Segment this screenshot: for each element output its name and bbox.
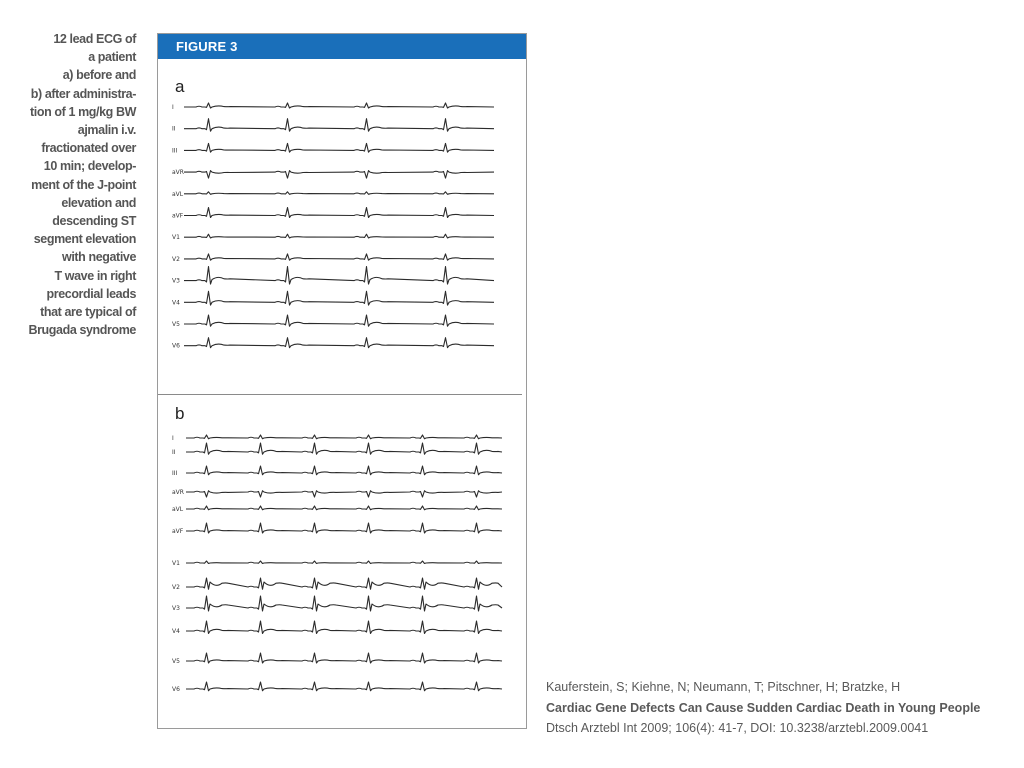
ecg-trace-panel_a-v5 bbox=[184, 315, 494, 326]
ecg-trace-panel_a-avr bbox=[184, 171, 494, 179]
lead-label-panel_a-iii: III bbox=[172, 147, 178, 155]
caption-line: segment elevation bbox=[33, 232, 136, 247]
figure-panel bbox=[157, 33, 527, 729]
ecg-trace-panel_a-v2 bbox=[184, 254, 494, 260]
ecg-trace-panel_b-iii bbox=[186, 466, 502, 475]
ecg-trace-panel_a-avl bbox=[184, 192, 494, 195]
caption-line: elevation and bbox=[61, 195, 136, 210]
lead-label-panel_b-v1: V1 bbox=[172, 560, 180, 567]
ecg-trace-panel_b-i bbox=[186, 435, 502, 439]
ecg-trace-panel_b-v1 bbox=[186, 561, 502, 564]
ecg-trace-panel_a-ii bbox=[184, 119, 494, 132]
caption-line: Brugada syndrome bbox=[28, 323, 136, 338]
panel-b-label: b bbox=[175, 404, 185, 423]
ecg-trace-panel_a-iii bbox=[184, 143, 494, 152]
ecg-trace-panel_b-v5 bbox=[186, 653, 502, 663]
ecg-trace-panel_b-v6 bbox=[186, 682, 502, 691]
caption-line: fractionated over bbox=[41, 141, 136, 156]
lead-label-panel_a-v1: V1 bbox=[172, 234, 180, 242]
lead-label-panel_a-ii: II bbox=[172, 125, 176, 133]
lead-label-panel_b-ii: II bbox=[172, 449, 176, 456]
caption-line: a patient bbox=[88, 50, 136, 65]
caption-line: precordial leads bbox=[46, 286, 136, 301]
caption-line: ajmalin i.v. bbox=[77, 123, 136, 138]
lead-label-panel_a-i: I bbox=[172, 104, 174, 111]
ecg-trace-panel_a-avf bbox=[184, 208, 494, 218]
citation-authors: Kauferstein, S; Kiehne, N; Neumann, T; Pitschner, H; Bratzke, H bbox=[546, 680, 901, 694]
lead-label-panel_a-v2: V2 bbox=[172, 255, 180, 263]
ecg-trace-panel_a-v1 bbox=[184, 234, 494, 238]
caption-line: 10 min; develop- bbox=[43, 159, 136, 174]
lead-label-panel_b-avr: aVR bbox=[172, 489, 184, 496]
lead-label-panel_a-avr: aVR bbox=[172, 169, 184, 177]
caption-line: b) after administra- bbox=[30, 86, 136, 101]
ecg-trace-panel_b-v2 bbox=[186, 578, 502, 589]
ecg-trace-panel_a-v4 bbox=[184, 291, 494, 305]
caption-line: descending ST bbox=[52, 214, 136, 229]
ecg-trace-panel_b-ii bbox=[186, 443, 502, 454]
lead-label-panel_a-v6: V6 bbox=[172, 342, 180, 350]
lead-label-panel_b-v3: V3 bbox=[172, 605, 180, 612]
lead-label-panel_b-v2: V2 bbox=[172, 584, 180, 591]
lead-label-panel_b-avf: aVF bbox=[172, 528, 184, 535]
ecg-trace-panel_a-i bbox=[184, 103, 494, 108]
citation-title: Cardiac Gene Defects Can Cause Sudden Cardiac Death in Young People bbox=[546, 700, 981, 715]
lead-label-panel_b-v5: V5 bbox=[172, 658, 180, 665]
ecg-trace-panel_b-avr bbox=[186, 491, 502, 497]
lead-label-panel_b-v4: V4 bbox=[172, 628, 180, 635]
lead-label-panel_a-v5: V5 bbox=[172, 321, 180, 328]
ecg-tracings bbox=[158, 34, 528, 730]
lead-label-panel_b-i: I bbox=[172, 435, 174, 442]
lead-label-panel_a-avf: aVF bbox=[172, 212, 184, 220]
caption-line: ment of the J-point bbox=[31, 177, 136, 192]
citation bbox=[546, 677, 1016, 739]
lead-label-panel_b-avl: aVL bbox=[172, 506, 184, 513]
caption-line: T wave in right bbox=[54, 268, 136, 283]
ecg-trace-panel_a-v6 bbox=[184, 338, 494, 348]
caption-line: a) before and bbox=[62, 68, 136, 83]
caption-line: 12 lead ECG of bbox=[53, 32, 136, 46]
lead-label-panel_b-v6: V6 bbox=[172, 686, 180, 693]
caption-line: that are typical of bbox=[40, 305, 136, 320]
lead-label-panel_a-avl: aVL bbox=[172, 190, 184, 198]
lead-label-panel_b-iii: III bbox=[172, 470, 178, 477]
figure-header: FIGURE 3 bbox=[158, 34, 526, 59]
ecg-trace-panel_b-avl bbox=[186, 506, 502, 510]
panel-a-label: a bbox=[175, 77, 185, 96]
ecg-trace-panel_b-v3 bbox=[186, 596, 502, 611]
lead-label-panel_a-v3: V3 bbox=[172, 277, 180, 285]
citation-journal: Dtsch Arztebl Int 2009; 106(4): 41-7, DOI: 10.3238/arztebl.2009.0041 bbox=[546, 721, 929, 735]
ecg-trace-panel_a-v3 bbox=[184, 267, 494, 285]
lead-label-panel_a-v4: V4 bbox=[172, 299, 180, 307]
figure-caption bbox=[18, 30, 136, 339]
caption-line: tion of 1 mg/kg BW bbox=[30, 104, 136, 119]
ecg-trace-panel_b-v4 bbox=[186, 621, 502, 634]
caption-line: with negative bbox=[62, 250, 136, 265]
ecg-trace-panel_b-avf bbox=[186, 523, 502, 533]
